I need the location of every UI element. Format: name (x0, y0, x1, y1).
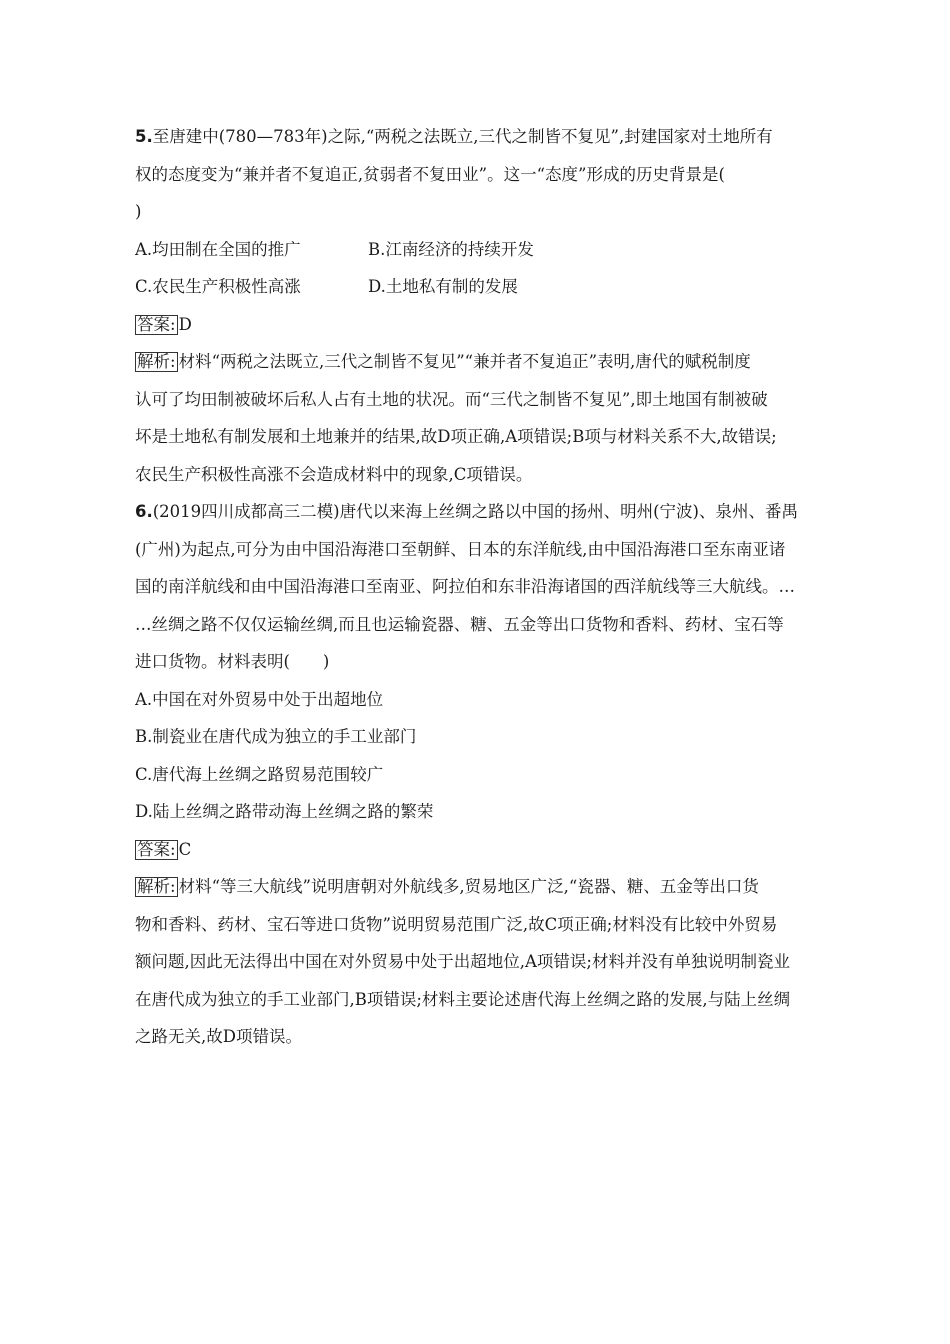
analysis-line: 物和香料、药材、宝石等进口货物”说明贸易范围广泛,故C项正确;材料没有比较中外贸易 (135, 914, 778, 934)
analysis-line: 解析: 材料“等三大航线”说明唐朝对外航线多,贸易地区广泛,“瓷器、糖、五金等出口货 (137, 877, 759, 896)
analysis-tag: 解析: (137, 877, 176, 896)
option-c: C.农民生产积极性高涨 (135, 277, 301, 296)
analysis-line: 在唐代成为独立的手工业部门,B项错误;材料主要论述唐代海上丝绸之路的发展,与陆上丝绸 (135, 989, 791, 1009)
analysis-line: 解析: 材料“两税之法既立,三代之制皆不复见”“兼并者不复追正”表明,唐代的赋税制度 (137, 352, 751, 371)
option-b: B.制瓷业在唐代成为独立的手工业部门 (135, 727, 417, 746)
answer-value: D (178, 314, 192, 334)
options-row (135, 231, 815, 269)
analysis-tag: 解析: (137, 352, 176, 371)
question-stem-line: 6.(2019四川成都高三二模)唐代以来海上丝绸之路以中国的扬州、明州(宁波)、泉州、番禺 (135, 502, 798, 521)
option-d: D.陆上丝绸之路带动海上丝绸之路的繁荣 (135, 802, 434, 821)
option-d: D.土地私有制的发展 (368, 277, 518, 296)
question-6 (135, 493, 815, 1056)
analysis-line: 坏是土地私有制发展和土地兼并的结果,故D项正确,A项错误;B项与材料关系不大,故错误; (135, 427, 777, 446)
answer-tag: 答案: (137, 314, 176, 334)
option-b: B.江南经济的持续开发 (368, 239, 534, 259)
answer-line (135, 831, 815, 869)
question-number: 5. (135, 127, 153, 146)
option-c: C.唐代海上丝绸之路贸易范围较广 (135, 764, 384, 784)
answer-tag: 答案: (137, 839, 176, 859)
analysis-line: 额问题,因此无法得出中国在对外贸易中处于出超地位,A项错误;材料并没有单独说明制瓷业 (135, 952, 790, 971)
question-stem-line: …丝绸之路不仅仅运输丝绸,而且也运输瓷器、糖、五金等出口货物和香料、药材、宝石等 (135, 614, 784, 634)
question-stem-line: 国的南洋航线和由中国沿海港口至南亚、阿拉伯和东非沿海诸国的西洋航线等三大航线。… (135, 577, 795, 596)
answer-value: C (178, 839, 192, 859)
question-stem-line: 权的态度变为“兼并者不复追正,贫弱者不复田业”。这一“态度”形成的历史背景是( (135, 164, 725, 184)
document-page (135, 118, 815, 1056)
answer-line (135, 306, 815, 344)
question-5 (135, 118, 815, 493)
analysis-line: 农民生产积极性高涨不会造成材料中的现象,C项错误。 (135, 464, 533, 484)
analysis-line: 认可了均田制被破坏后私人占有土地的状况。而“三代之制皆不复见”,即土地国有制被破 (135, 389, 768, 409)
question-number: 6. (135, 502, 153, 521)
question-stem-line: 进口货物。材料表明( ) (135, 652, 330, 671)
question-stem-line: (广州)为起点,可分为由中国沿海港口至朝鲜、日本的东洋航线,由中国沿海港口至东南亚诸 (135, 539, 786, 559)
option-a: A.均田制在全国的推广 (135, 239, 301, 259)
question-stem-line: ) (135, 202, 142, 221)
option-a: A.中国在对外贸易中处于出超地位 (135, 689, 384, 709)
analysis-line: 之路无关,故D项错误。 (135, 1027, 302, 1046)
options-row (135, 268, 815, 306)
question-stem-line: 5.至唐建中(780—783年)之际,“两税之法既立,三代之制皆不复见”,封建国家对土地所有 (135, 127, 773, 146)
